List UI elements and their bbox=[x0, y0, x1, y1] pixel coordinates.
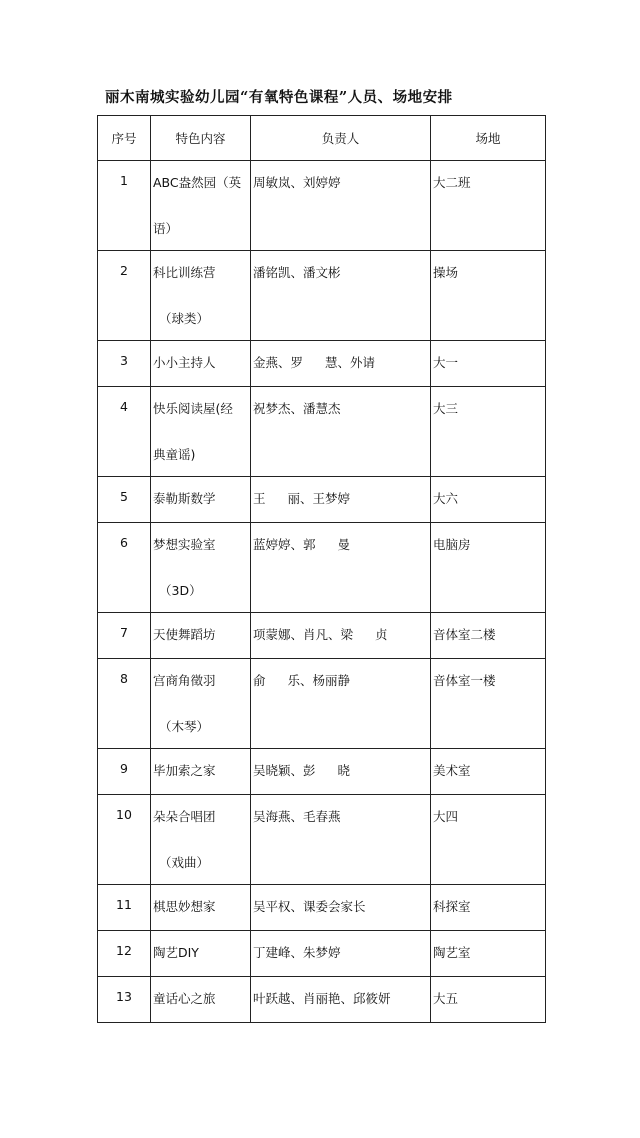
leader-part: 晓 bbox=[337, 763, 351, 778]
course-cell: 天使舞蹈坊 bbox=[151, 613, 251, 659]
leader-cell bbox=[251, 477, 431, 523]
leader-part: 金燕、罗 bbox=[253, 355, 304, 370]
leader-part: 蓝婷婷、郭 bbox=[253, 537, 316, 552]
course-cell: 毕加索之家 bbox=[151, 749, 251, 795]
header-no: 序号 bbox=[98, 116, 151, 161]
venue-cell: 操场 bbox=[431, 251, 546, 341]
table-row bbox=[98, 931, 546, 977]
course-cell bbox=[151, 251, 251, 341]
leader-cell bbox=[251, 523, 431, 613]
row-no: 12 bbox=[98, 931, 151, 977]
leader-part: 俞 bbox=[253, 673, 266, 688]
venue-cell: 音体室二楼 bbox=[431, 613, 546, 659]
leader-part: 项蒙娜、肖凡、梁 bbox=[253, 627, 354, 642]
leader-part: 慧、外请 bbox=[325, 355, 376, 370]
venue-cell: 科探室 bbox=[431, 885, 546, 931]
row-no: 2 bbox=[98, 251, 151, 341]
course-line: 梦想实验室 bbox=[153, 537, 216, 552]
leader-part: 曼 bbox=[337, 537, 351, 552]
leader-cell bbox=[251, 613, 431, 659]
course-line: 宫商角徵羽 bbox=[153, 673, 216, 688]
venue-cell: 电脑房 bbox=[431, 523, 546, 613]
leader-cell bbox=[251, 659, 431, 749]
table-row bbox=[98, 523, 546, 613]
course-cell bbox=[151, 523, 251, 613]
course-cell: 小小主持人 bbox=[151, 341, 251, 387]
row-no: 8 bbox=[98, 659, 151, 749]
row-no: 13 bbox=[98, 977, 151, 1023]
row-no: 5 bbox=[98, 477, 151, 523]
row-no: 11 bbox=[98, 885, 151, 931]
venue-cell: 大六 bbox=[431, 477, 546, 523]
course-cell bbox=[151, 161, 251, 251]
course-cell bbox=[151, 795, 251, 885]
venue-cell: 美术室 bbox=[431, 749, 546, 795]
leader-cell: 叶跃越、肖丽艳、邱筱妍 bbox=[251, 977, 431, 1023]
course-line: （木琴） bbox=[159, 719, 210, 734]
leader-cell bbox=[251, 341, 431, 387]
venue-cell: 陶艺室 bbox=[431, 931, 546, 977]
venue-cell: 大一 bbox=[431, 341, 546, 387]
course-line: 典童谣) bbox=[153, 447, 196, 462]
document-title: 丽木南城实验幼儿园“有氧特色课程”人员、场地安排 bbox=[105, 89, 453, 106]
leader-part: 贞 bbox=[375, 627, 388, 642]
leader-part: 丽、王梦婷 bbox=[287, 491, 351, 506]
venue-cell: 大五 bbox=[431, 977, 546, 1023]
header-leader: 负责人 bbox=[251, 116, 431, 161]
course-line: （戏曲） bbox=[159, 855, 210, 870]
leader-cell bbox=[251, 749, 431, 795]
table-row bbox=[98, 659, 546, 749]
table-row bbox=[98, 613, 546, 659]
table-row bbox=[98, 795, 546, 885]
row-no: 9 bbox=[98, 749, 151, 795]
course-cell: 童话心之旅 bbox=[151, 977, 251, 1023]
venue-cell: 大二班 bbox=[431, 161, 546, 251]
leader-cell: 周敏岚、刘婷婷 bbox=[251, 161, 431, 251]
row-no: 4 bbox=[98, 387, 151, 477]
table-row bbox=[98, 749, 546, 795]
course-cell bbox=[151, 387, 251, 477]
course-line: 科比训练营 bbox=[153, 265, 216, 280]
row-no: 6 bbox=[98, 523, 151, 613]
course-line: ABC盎然园（英 bbox=[153, 175, 242, 190]
row-no: 7 bbox=[98, 613, 151, 659]
venue-cell: 大四 bbox=[431, 795, 546, 885]
leader-part: 乐、杨丽静 bbox=[287, 673, 351, 688]
table-row bbox=[98, 477, 546, 523]
table-row bbox=[98, 341, 546, 387]
header-row bbox=[98, 116, 546, 161]
row-no: 3 bbox=[98, 341, 151, 387]
schedule-table bbox=[97, 115, 546, 1023]
course-line: （3D） bbox=[159, 583, 202, 598]
course-line: 朵朵合唱团 bbox=[153, 809, 216, 824]
row-no: 1 bbox=[98, 161, 151, 251]
leader-cell: 潘铭凯、潘文彬 bbox=[251, 251, 431, 341]
course-cell: 泰勒斯数学 bbox=[151, 477, 251, 523]
venue-cell: 大三 bbox=[431, 387, 546, 477]
leader-cell: 祝梦杰、潘慧杰 bbox=[251, 387, 431, 477]
leader-part: 吴晓颖、彭 bbox=[253, 763, 316, 778]
leader-cell: 吴海燕、毛春燕 bbox=[251, 795, 431, 885]
course-line: 语） bbox=[153, 221, 179, 236]
course-line: 快乐阅读屋(经 bbox=[153, 401, 233, 416]
row-no: 10 bbox=[98, 795, 151, 885]
table-row bbox=[98, 161, 546, 251]
course-cell bbox=[151, 659, 251, 749]
course-line: （球类） bbox=[159, 311, 210, 326]
course-cell: 陶艺DIY bbox=[151, 931, 251, 977]
table-row bbox=[98, 387, 546, 477]
table-row bbox=[98, 885, 546, 931]
table-row bbox=[98, 251, 546, 341]
leader-part: 王 bbox=[253, 491, 266, 506]
header-venue: 场地 bbox=[431, 116, 546, 161]
leader-cell: 吴平权、课委会家长 bbox=[251, 885, 431, 931]
leader-cell: 丁建峰、朱梦婷 bbox=[251, 931, 431, 977]
table-row bbox=[98, 977, 546, 1023]
course-cell: 棋思妙想家 bbox=[151, 885, 251, 931]
venue-cell: 音体室一楼 bbox=[431, 659, 546, 749]
header-course: 特色内容 bbox=[151, 116, 251, 161]
